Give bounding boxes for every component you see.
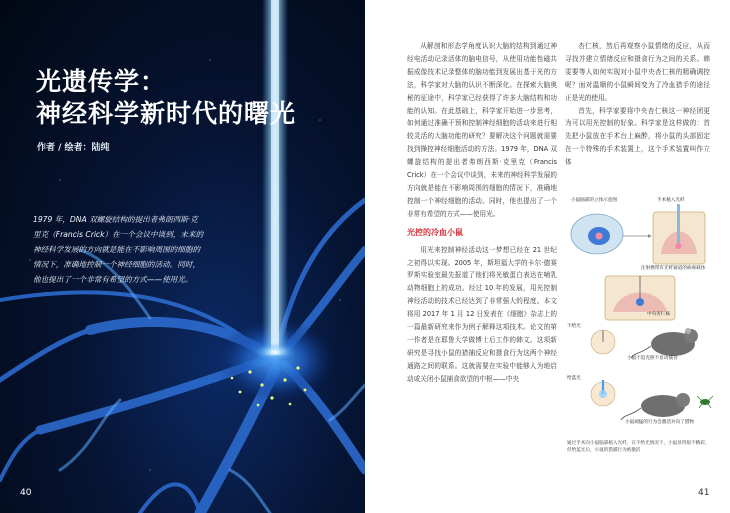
body-paragraph: 从解剖和形态学角度认识大脑的结构到通过神经电活动记录活体的脑电信号，从使用功能性磁共振成像技术记录整体的脑功能到发展出基于光的方法，科学家对大脑的认识不断深化。在探索大脑奥秘的征途中，科学家已经获得了许多大脑结构和功能的认知。在此基础上，科学家开始进一步思考，如何通过准确干预和控制神经细胞的活动来进行相较灵活的大脑功能的研究？要解决这个问题就需要找到操控神经细胞活动的方法。1979 年，DNA 双螺旋结构的提出者弗朗西斯·克里克（Francis Crick）在一个会议中谈到，未来的神经科学发展的方向就是能在不影响周围的细胞的情况下，准确地控制一个神经细胞的活动。同时，他也提出了一个非常有希望的方式——使用光。 <box>407 42 557 218</box>
text-column-2 <box>565 40 710 169</box>
text-column-1 <box>407 40 557 386</box>
author-credit: 作者 / 绘者：陆纯 <box>37 143 110 153</box>
cricket-icon <box>697 396 713 408</box>
page-number-right: 41 <box>698 488 710 498</box>
page-number-left: 40 <box>20 488 32 498</box>
figure-label: 小鼠不追光照不显动捕食 <box>627 356 678 361</box>
body-paragraph: 杏仁核，然后再观察小鼠情绪的反应，从而寻找并建立情绪反应和摄食行为之间的关系。韩雯要等人如何实现对小鼠中央杏仁核的精确调控呢？面对温顺的小鼠瞬间变为了冷血猎手的途径正是光的使用。 <box>565 42 710 102</box>
figure-label: 中央杏仁核 <box>647 312 670 317</box>
right-page <box>365 0 730 513</box>
figure-label: 不给光 <box>567 324 581 329</box>
title-line-2: 神经科学新时代的曙光 <box>36 99 297 128</box>
experiment-figure <box>565 194 715 484</box>
figure-caption: 通过手术向小鼠脑部植入光纤，在不给光情况下，小鼠显得很不精彩，但给蓝光后，小鼠的猎捕行为被激活 <box>567 441 710 453</box>
figure-label: 手术植入光纤 <box>657 198 685 203</box>
body-paragraph: 首先，科学家要将中央杏仁核这一神经团更为可以用光控制的好象。科学家是这样做的：首先把小鼠放在手术台上麻醉，将小鼠的头部固定在一个特殊的手术装置上，这个手术装置叫作立体 <box>565 106 710 167</box>
figure-label: 小鼠顽猛的行为会激活并向了猎物 <box>625 420 694 425</box>
intro-paragraph: 1979 年，DNA 双螺旋结构的提出者弗朗西斯·克里克（Francis Crick）在一个会议中谈到，未来的神经科学发展的方向就是能在不影响周围的细胞的情况下，准确地控制一个神经细胞的活动。同时，他也提出了一个非常有希望的方式——使用光。 <box>33 215 204 284</box>
figure-label: 给蓝光 <box>567 376 581 381</box>
section-heading: 光控的冷血小鼠 <box>407 227 463 237</box>
figure-label: 注射携带有光纤通道的病毒载体 <box>641 266 706 271</box>
body-paragraph: 用光来控制神经活动这一梦想已经在 21 世纪之初得以实现。2005 年，斯坦福大学的卡尔·德赛罗斯实验室最先报道了他们将光敏蛋白表达在哺乳动物细胞上的成功。经过 10 年的发展，用光控制神经活动的技术已经达到了非常强大的程度。本文将用 2017 年 1 月 12 日发表在《细胞》杂志上的一篇最新研究来作为例子解释这项技术。论文的第一作者是在耶鲁大学做博士后工作的韩文。这项新研究是寻找小鼠的猎捕反应和摄食行为这两个神经通路之间的联系。这就需要在实验中能够人为地启动或关闭小鼠捕食欲望的中枢——中央 <box>407 245 557 383</box>
experiment-diagram <box>565 194 715 440</box>
figure-label: 小鼠脑部的立体示意图 <box>571 198 617 203</box>
title-line-1: 光遗传学： <box>36 67 167 96</box>
article-title <box>36 66 336 130</box>
